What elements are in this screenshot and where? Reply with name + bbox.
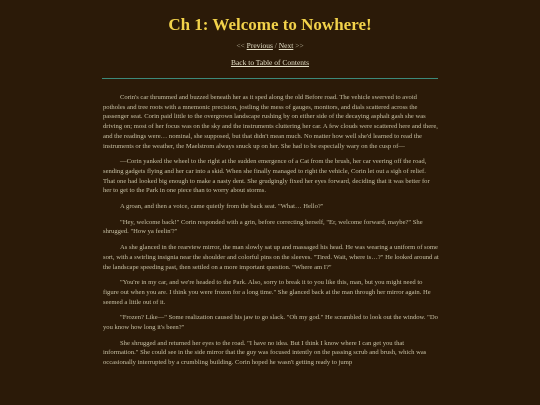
story-paragraph: "You're in my car, and we're headed to the Park. Also, sorry to break it to you like this, man, but you might need to figure out when you are. I think you were frozen for a long time." She glanced back at the man through her mirror again. He seemed a little out of it. bbox=[103, 279, 431, 306]
story-paragraph: "Hey, welcome back!" Corin responded with a grin, before correcting herself, "Er, welcome forward, maybe?" She shrugged. "How ya feelin'?" bbox=[103, 218, 423, 236]
nav-left-arrows: << bbox=[236, 41, 245, 50]
story-paragraph: A groan, and then a voice, came quietly from the back seat. "What… Hello?" bbox=[120, 203, 324, 211]
toc-link-container bbox=[0, 58, 540, 67]
back-to-toc-link[interactable]: Back to Table of Contents bbox=[230, 58, 310, 67]
story-paragraph: —Corin yanked the wheel to the right at the sudden emergence of a Cat from the brush, her car veering off the road, sending gadgets flying and her car into a skid. When she finally managed to right the vehicle, Corin let out a sigh of relief. That one had looked big enough to make a nasty dent. She grudgingly fixed her eyes forward, deciding that it was better for her to get to the Park in one piece than to worry about storms. bbox=[103, 158, 430, 195]
chapter-title: Ch 1: Welcome to Nowhere! bbox=[168, 15, 372, 34]
divider bbox=[102, 78, 438, 79]
nav-separator: / bbox=[274, 41, 277, 50]
story-paragraph: "Frozen? Like—" Some realization caused his jaw to go slack. "Oh my god." He scrambled to look out the window. "Do you know how long it's been?" bbox=[103, 314, 438, 332]
nav-right-arrows: >> bbox=[295, 41, 304, 50]
next-link[interactable]: Next bbox=[278, 41, 294, 50]
chapter-navigation bbox=[0, 41, 540, 50]
story-paragraph: As she glanced in the rearview mirror, the man slowly sat up and massaged his head. He was wearing a uniform of some sort, with a swirling insignia near the shoulder and colorful pins on the sleeves. "Tired. Wait, where is…?" He looked around at the landscape speeding past, then settled on a more important question. "Where am I?" bbox=[103, 244, 439, 271]
previous-link[interactable]: Previous bbox=[246, 41, 273, 50]
story-text bbox=[103, 93, 439, 374]
story-paragraph: Corin's car thrummed and buzzed beneath her as it sped along the old Before road. The vehicle swerved to avoid potholes and tree roots with a mnemonic precision, jostling the mess of gauges, monitors, and dials scattered across the passenger seat. Corin paid little to the overgrown landscape rushing by on either side of the decaying asphalt gash she was driving on; most of her focus was on the sky and the instruments cluttering her car. A few clouds were scattered here and there, and the readings were… nominal, she supposed, but that didn't mean much. No matter how well she'd learned to read the instruments or the weather, the Maelstrom always snuck up on her. She had to be especially wary on the cusp of— bbox=[103, 94, 438, 150]
story-paragraph: She shrugged and returned her eyes to the road. "I have no idea. But I think I know where I can get you that information." She could see in the side mirror that the guy was focused intently on the passing scrub and brush, which was occasionally interrupted by a crumbling building. Corin hoped he wasn't getting ready to jump bbox=[103, 339, 427, 367]
